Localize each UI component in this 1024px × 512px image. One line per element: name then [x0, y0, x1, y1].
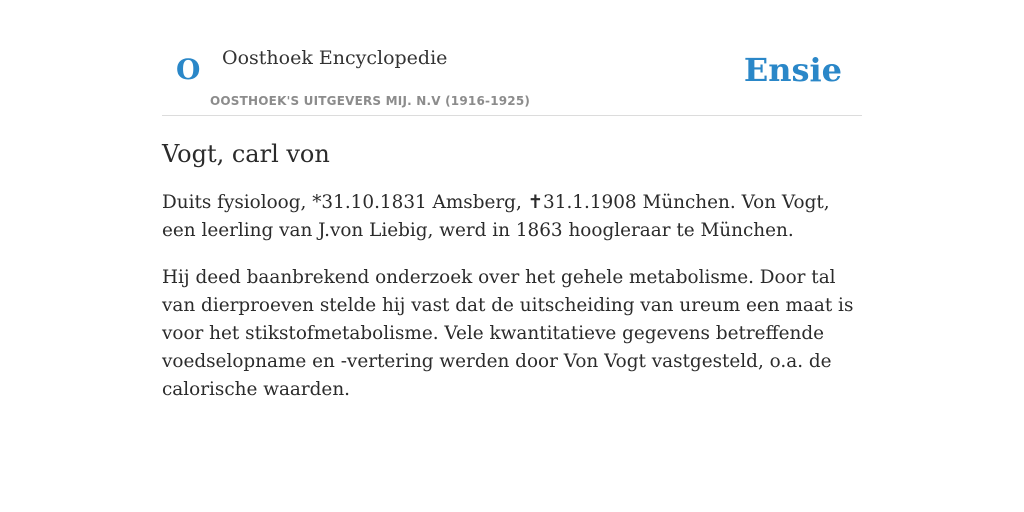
page: [162, 0, 862, 404]
site-header: [162, 44, 862, 116]
article-paragraph: Duits fysioloog, *31.10.1831 Amsberg, ✝31.1.1908 München. Von Vogt, een leerling van J.von Liebig, werd in 1863 hoogleraar te München.: [162, 192, 830, 241]
ensie-brand-link[interactable]: Ensie: [743, 51, 842, 89]
encyclopedia-logo[interactable]: O: [176, 53, 201, 86]
article-paragraph: Hij deed baanbrekend onderzoek over het gehele metabolisme. Door tal van dierproeven stelde hij vast dat de uitscheiding van ureum een maat is voor het stikstofmetabolisme. Vele kwantitatieve gegevens betreffende voedselopname en -vertering werden door Von Vogt vastgesteld, o.a. de calorische waarden.: [162, 267, 854, 400]
encyclopedia-title-link[interactable]: Oosthoek Encyclopedie: [222, 47, 448, 69]
publisher-subtitle: OOSTHOEK'S UITGEVERS MIJ. N.V (1916-1925): [210, 94, 531, 108]
article-title: Vogt, carl von: [162, 140, 330, 168]
